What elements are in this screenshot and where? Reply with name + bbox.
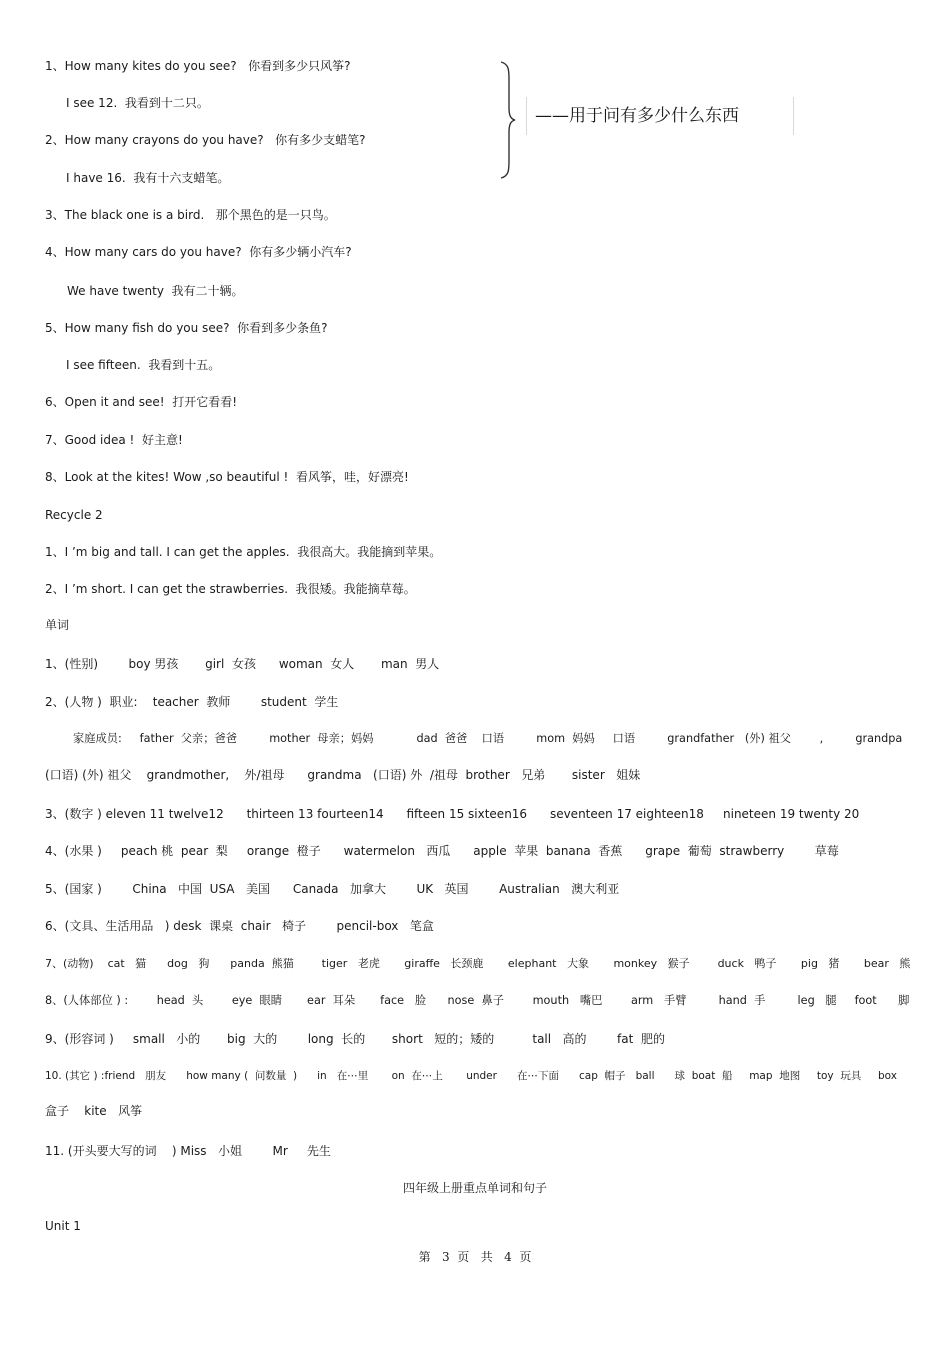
- vocab-line: 10. (其它 ) :friend 朋友 how many ( 问数量 ) in 在⋯里 on 在⋯上 under 在⋯下面 cap 帽子 ball 球 boat 船 map 地图 toy 玩具 box: [45, 1070, 897, 1082]
- sentence-line: 1、How many kites do you see? 你看到多少只风筝?: [45, 59, 351, 73]
- sentence-line: 7、Good idea ! 好主意!: [45, 433, 183, 447]
- sentence-line: I have 16. 我有十六支蜡笔。: [66, 171, 230, 185]
- page-footer: 第 3 页 共 4 页: [418, 1250, 532, 1264]
- sentence-line: 5、How many fish do you see? 你看到多少条鱼?: [45, 321, 328, 335]
- sentence-line: 2、I ’m short. I can get the strawberries. 我很矮。我能摘草莓。: [45, 582, 416, 596]
- vocab-line: 5、(国家 ) China 中国 USA 美国 Canada 加拿大 UK 英国 Australian 澳大利亚: [45, 882, 620, 896]
- unit-heading: Unit 1: [45, 1219, 81, 1233]
- sentence-line: I see fifteen. 我看到十五。: [66, 358, 221, 372]
- sentence-line: We have twenty 我有二十辆。: [67, 284, 244, 298]
- sentence-line: 4、How many cars do you have? 你有多少辆小汽车?: [45, 245, 352, 259]
- vocab-line: 盒子 kite 风筝: [45, 1104, 143, 1118]
- vocab-line: 1、(性别) boy 男孩 girl 女孩 woman 女人 man 男人: [45, 657, 440, 671]
- vocab-line: 4、(水果 ) peach 桃 pear 梨 orange 橙子 watermelon 西瓜 apple 苹果 banana 香蕉 grape 葡萄 strawberry 草莓: [45, 844, 839, 858]
- vocab-line: 2、(人物 ) 职业: teacher 教师 student 学生: [45, 695, 339, 709]
- sentence-line: 8、Look at the kites! Wow ,so beautiful ! 看风筝，哇，好漂亮!: [45, 470, 409, 484]
- vocab-line: 7、(动物) cat 猫 dog 狗 panda 熊猫 tiger 老虎 giraffe 长颈鹿 elephant 大象 monkey 猴子 duck 鸭子 pig 猪 bear 熊: [45, 957, 911, 970]
- sentence-line: 6、Open it and see! 打开它看看!: [45, 395, 238, 409]
- sentence-line: 1、I ’m big and tall. I can get the apples. 我很高大。我能摘到苹果。: [45, 545, 442, 559]
- section-title: 四年级上册重点单词和句子: [402, 1181, 547, 1195]
- vocab-line: 11. (开头要大写的词 ) Miss 小姐 Mr 先生: [45, 1144, 331, 1158]
- brace-icon: [497, 60, 517, 180]
- sentence-line: 2、How many crayons do you have? 你有多少支蜡笔?: [45, 133, 366, 147]
- vocab-line: 9、(形容词 ) small 小的 big 大的 long 长的 short 短的；矮的 tall 高的 fat 肥的: [45, 1032, 665, 1046]
- section-heading: 单词: [45, 618, 70, 632]
- vocab-line: 6、(文具、生活用品 ) desk 课桌 chair 椅子 pencil-box 笔盒: [45, 919, 434, 933]
- sentence-line: I see 12. 我看到十二只。: [66, 96, 209, 110]
- note-box: [526, 97, 794, 135]
- sentence-line: 3、The black one is a bird. 那个黑色的是一只鸟。: [45, 208, 336, 222]
- vocab-line: (口语) (外) 祖父 grandmother, 外/祖母 grandma (口语) 外 /祖母 brother 兄弟 sister 姐妹: [45, 768, 641, 782]
- vocab-line: 3、(数字 ) eleven 11 twelve12 thirteen 13 fourteen14 fifteen 15 sixteen16 seventeen 17 eighteen18 nineteen 19 twenty 20: [45, 807, 860, 821]
- section-heading: Recycle 2: [45, 508, 103, 522]
- vocab-line: 家庭成员: father 父亲；爸爸 mother 母亲；妈妈 dad 爸爸 口语 mom 妈妈 口语 grandfather (外) 祖父 , grandpa: [73, 732, 903, 745]
- note-text: ——用于问有多少什么东西: [535, 106, 739, 126]
- vocab-line: 8、(人体部位 ) : head 头 eye 眼睛 ear 耳朵 face 脸 nose 鼻子 mouth 嘴巴 arm 手臂 hand 手 leg 腿 foot 脚: [45, 994, 910, 1007]
